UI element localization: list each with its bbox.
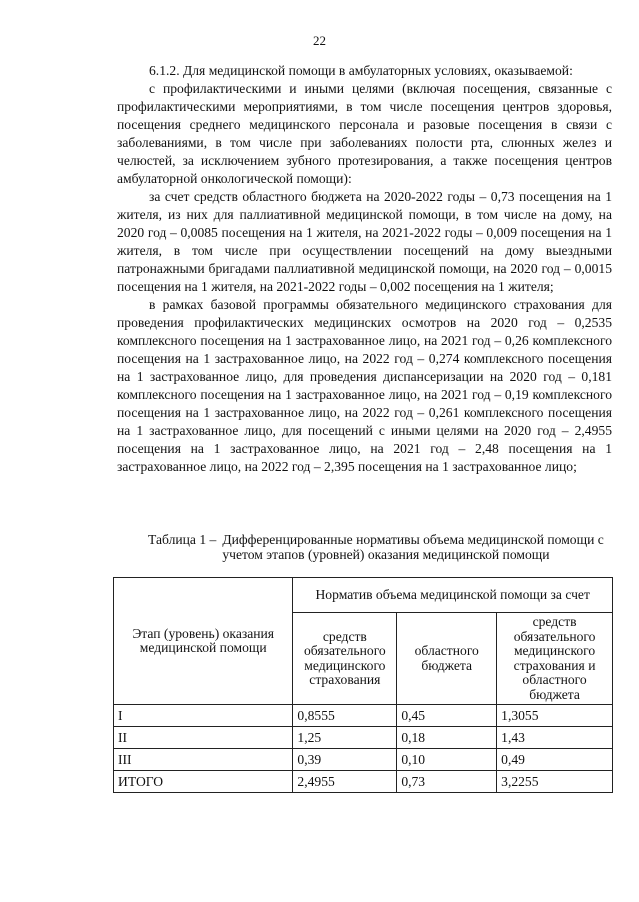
stage-cell: III — [114, 749, 293, 771]
table-row — [114, 727, 613, 749]
table-caption — [148, 533, 610, 562]
paragraph: в рамках базовой программы обязательного медицинского страхования для проведения профилактических медицинских осмотров на 2020 год – 0,2535 комплексного посещения на 1 застрахованное лицо, на 2021 год – 0,26 комплексного посещения на 1 застрахованное лицо, на 2022 год – 0,274 комплексного посещения на 1 застрахованное лицо, для проведения диспансеризации на 2020 год – 0,181 комплексного посещения на 1 застрахованное лицо, на 2021 год – 0,19 комплексного посещения на 1 застрахованное лицо, на 2022 год – 0,261 комплексного посещения на 1 застрахованное лицо, для посещений с иными целями на 2020 год – 2,4955 посещения на 1 застрахованное лицо, на 2021 год – 2,48 посещения на 1 застрахованное лицо, на 2022 год – 2,395 посещения на 1 застрахованное лицо; — [117, 297, 612, 474]
combined-cell: 1,43 — [497, 727, 613, 749]
table-row — [114, 705, 613, 727]
oms-cell: 0,8555 — [293, 705, 397, 727]
paragraph: с профилактическими и иными целями (включая посещения, связанные с профилактическими мероприятиями, в том числе посещения центров здоровья, посещения среднего медицинского персонала и разовые посещения в связи с заболеваниями, в том числе при заболеваниях полости рта, слюнных желез и челюстей, за исключением зубного протезирования, а также посещения центров амбулаторной онкологической помощи): — [117, 81, 612, 186]
stage-cell: II — [114, 727, 293, 749]
oms-cell: 1,25 — [293, 727, 397, 749]
budget-column-header: областного бюджета — [397, 613, 497, 705]
budget-cell: 0,45 — [397, 705, 497, 727]
paragraph-heading: 6.1.2. Для медицинской помощи в амбулаторных условиях, оказываемой: — [149, 63, 573, 78]
table-caption-label: Таблица 1 – — [148, 532, 217, 547]
oms-cell: 0,39 — [293, 749, 397, 771]
combined-cell: 1,3055 — [497, 705, 613, 727]
norms-table — [113, 577, 613, 793]
page-number: 22 — [313, 33, 326, 48]
stage-cell: I — [114, 705, 293, 727]
paragraph: за счет средств областного бюджета на 2020-2022 годы – 0,73 посещения на 1 жителя, из них для паллиативной медицинской помощи, в том числе на дому, на 2020 год – 0,0085 посещения на 1 жителя, на 2021-2022 годы – 0,009 посещения на 1 жителя, в том числе при осуществлении посещений на дому выездными патронажными бригадами паллиативной медицинской помощи, на 2020 год – 0,0015 посещения на 1 жителя, на 2021-2022 годы – 0,002 посещения на 1 жителя; — [117, 189, 612, 294]
stage-header: Этап (уровень) оказания медицинской помощи — [114, 578, 293, 705]
table-row — [114, 749, 613, 771]
table-header-row — [114, 578, 613, 613]
table-total-row — [114, 771, 613, 793]
oms-column-header: средств обязательного медицинского страхования — [293, 613, 397, 705]
body-text — [117, 62, 612, 476]
budget-cell: 0,73 — [397, 771, 497, 793]
combined-cell: 3,2255 — [497, 771, 613, 793]
oms-cell: 2,4955 — [293, 771, 397, 793]
combined-column-header: средств обязательного медицинского страхования и областного бюджета — [497, 613, 613, 705]
stage-cell: ИТОГО — [114, 771, 293, 793]
combined-cell: 0,49 — [497, 749, 613, 771]
budget-cell: 0,10 — [397, 749, 497, 771]
budget-cell: 0,18 — [397, 727, 497, 749]
norm-header: Норматив объема медицинской помощи за счет — [293, 578, 613, 613]
table-caption-title: Дифференцированные нормативы объема медицинской помощи с учетом этапов (уровней) оказания медицинской помощи — [222, 532, 604, 562]
